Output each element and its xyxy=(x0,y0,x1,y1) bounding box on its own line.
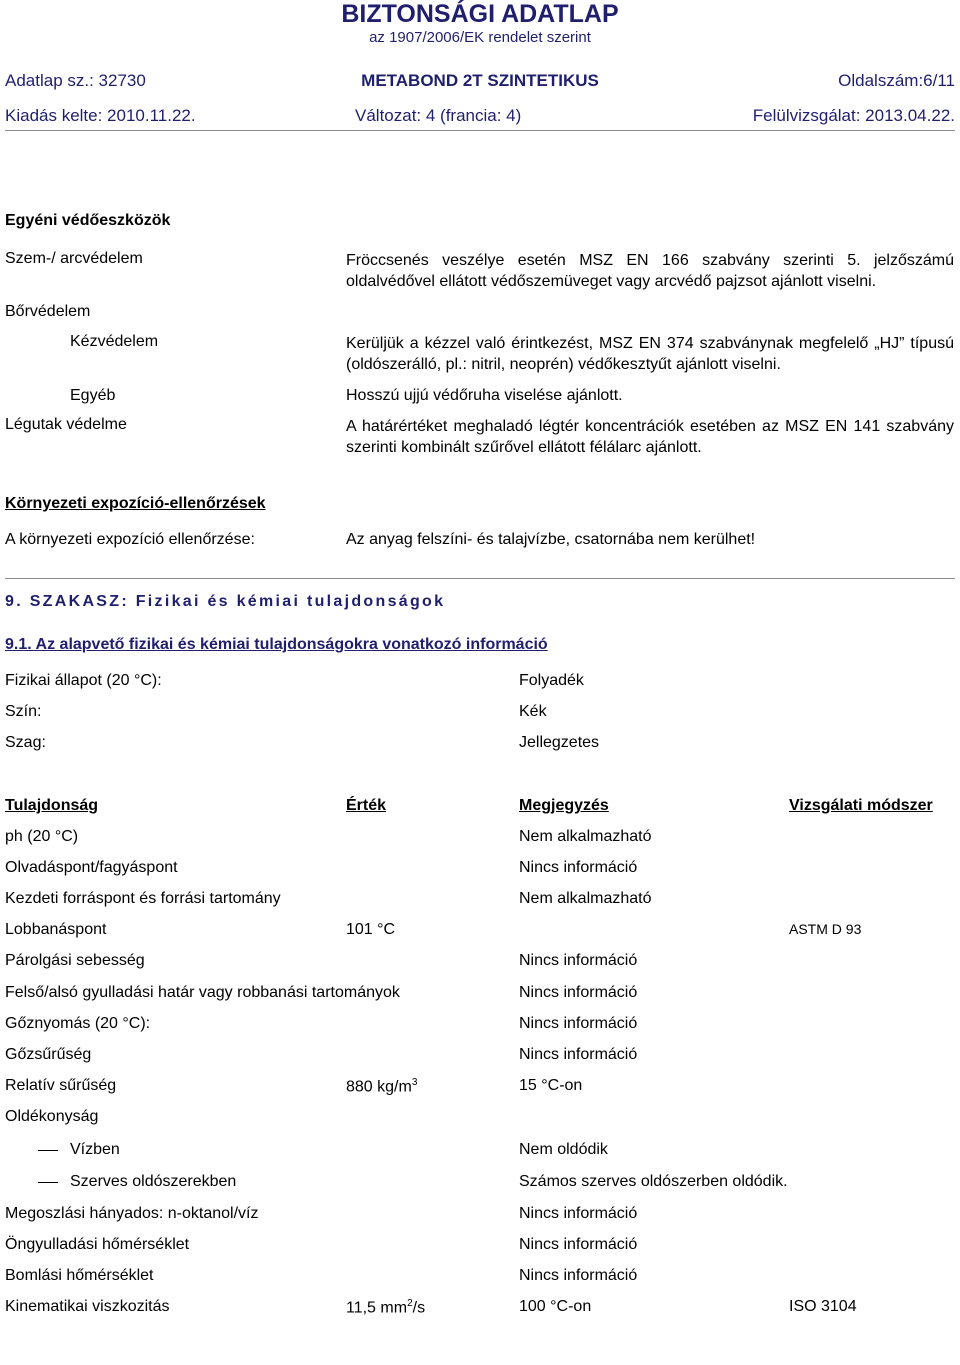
property-melting-point: Olvadáspont/fagyáspont xyxy=(5,859,178,876)
color-label: Szín: xyxy=(5,703,42,720)
property-boiling-point: Kezdeti forráspont és forrási tartomány xyxy=(5,890,281,907)
note-vapour-density: Nincs információ xyxy=(519,1046,638,1063)
property-solubility: Oldékonyság xyxy=(5,1108,99,1125)
version: Változat: 4 (francia: 4) xyxy=(355,106,522,125)
environment-label: A környezeti expozíció ellenőrzése: xyxy=(5,531,255,548)
document-title: BIZTONSÁGI ADATLAP xyxy=(341,0,619,28)
property-solubility-water: Vízben xyxy=(70,1141,120,1158)
section-9-title: 9. SZAKASZ: Fizikai és kémiai tulajdonságok xyxy=(5,593,446,610)
note-melting-point: Nincs információ xyxy=(519,859,638,876)
product-name: METABOND 2T SZINTETIKUS xyxy=(361,71,599,90)
section-divider xyxy=(5,578,955,579)
document-subtitle: az 1907/2006/EK rendelet szerint xyxy=(369,29,591,46)
value-relative-density-number: 880 kg/m xyxy=(346,1078,412,1096)
state-label: Fizikai állapot (20 °C): xyxy=(5,672,162,689)
issue-date: Kiadás kelte: 2010.11.22. xyxy=(5,106,196,125)
section-9-1-subtitle: 9.1. Az alapvető fizikai és kémiai tulajdonságokra vonatkozó információ xyxy=(5,636,548,653)
note-ph: Nem alkalmazható xyxy=(519,828,652,845)
property-evaporation-rate: Párolgási sebesség xyxy=(5,952,145,969)
environment-heading: Környezeti expozíció-ellenőrzések xyxy=(5,495,266,512)
value-viscosity-number: 11,5 mm xyxy=(346,1299,408,1317)
ppe-heading: Egyéni védőeszközök xyxy=(5,212,171,229)
other-protection-text: Hosszú ujjú védőruha viselése ajánlott. xyxy=(346,387,623,404)
property-flash-point: Lobbanáspont xyxy=(5,921,107,938)
note-solubility-organic: Számos szerves oldószerben oldódik. xyxy=(519,1173,788,1190)
property-vapour-density: Gőzsűrűség xyxy=(5,1046,92,1063)
hand-protection-label: Kézvédelem xyxy=(70,333,159,350)
skin-protection-label: Bőrvédelem xyxy=(5,303,91,320)
value-viscosity xyxy=(346,1298,425,1317)
property-partition-coefficient: Megoszlási hányados: n-oktanol/víz xyxy=(5,1205,259,1222)
property-vapour-pressure: Gőznyomás (20 °C): xyxy=(5,1015,151,1032)
method-flash-point: ASTM D 93 xyxy=(789,921,862,937)
note-autoignition: Nincs információ xyxy=(519,1236,638,1253)
property-viscosity: Kinematikai viszkozitás xyxy=(5,1298,170,1315)
state-value: Folyadék xyxy=(519,672,584,689)
note-boiling-point: Nem alkalmazható xyxy=(519,890,652,907)
page-number: Oldalszám:6/11 xyxy=(838,71,955,90)
value-relative-density-exponent: 3 xyxy=(411,1077,418,1088)
odor-label: Szag: xyxy=(5,734,46,751)
note-vapour-pressure: Nincs információ xyxy=(519,1015,638,1032)
note-relative-density: 15 °C-on xyxy=(519,1077,583,1094)
column-header-value: Érték xyxy=(346,797,387,814)
other-protection-label: Egyéb xyxy=(70,387,116,404)
eye-protection-label: Szem-/ arcvédelem xyxy=(5,250,143,267)
review-date: Felülvizsgálat: 2013.04.22. xyxy=(752,106,955,125)
note-viscosity: 100 °C-on xyxy=(519,1298,592,1315)
value-viscosity-suffix: /s xyxy=(412,1299,426,1317)
property-autoignition: Öngyulladási hőmérséklet xyxy=(5,1236,190,1253)
column-header-property: Tulajdonság xyxy=(5,797,99,814)
note-evaporation-rate: Nincs információ xyxy=(519,952,638,969)
property-solubility-organic: Szerves oldószerekben xyxy=(70,1173,237,1190)
list-dash xyxy=(38,1150,58,1151)
column-header-method: Vizsgálati módszer xyxy=(789,797,933,814)
odor-value: Jellegzetes xyxy=(519,734,600,751)
respiratory-protection-text: A határértéket meghaladó légtér koncentrációk esetében az MSZ EN 141 szabvány szerinti kombinált szűrővel ellátott félálarc ajánlott. xyxy=(346,418,954,456)
environment-value: Az anyag felszíni- és talajvízbe, csatornába nem kerülhet! xyxy=(346,531,756,548)
column-header-note: Megjegyzés xyxy=(519,797,609,814)
respiratory-protection-label: Légutak védelme xyxy=(5,416,127,433)
color-value: Kék xyxy=(519,703,547,720)
property-flammability-limits: Felső/alsó gyulladási határ vagy robbanási tartományok xyxy=(5,984,400,1001)
value-flash-point: 101 °C xyxy=(346,921,396,938)
eye-protection-text: Fröccsenés veszélye esetén MSZ EN 166 szabvány szerinti 5. jelzőszámú oldalvédővel ellátott védőszemüveget vagy arcvédő pajzsot ajánlott viselni. xyxy=(346,252,954,290)
hand-protection-text: Kerüljük a kézzel való érintkezést, MSZ EN 374 szabványnak megfelelő „HJ” típusú (oldószerálló, pl.: nitril, neoprén) védőkesztyűt ajánlott viselni. xyxy=(346,335,954,373)
note-decomposition: Nincs információ xyxy=(519,1267,638,1284)
method-viscosity: ISO 3104 xyxy=(789,1298,857,1315)
value-viscosity-exponent: 2 xyxy=(407,1298,413,1309)
note-solubility-water: Nem oldódik xyxy=(519,1141,608,1158)
note-partition-coefficient: Nincs információ xyxy=(519,1205,638,1222)
property-decomposition: Bomlási hőmérséklet xyxy=(5,1267,154,1284)
property-relative-density: Relatív sűrűség xyxy=(5,1077,117,1094)
note-flammability-limits: Nincs információ xyxy=(519,984,638,1001)
header-divider xyxy=(5,130,955,131)
value-relative-density xyxy=(346,1077,417,1096)
sheet-number: Adatlap sz.: 32730 xyxy=(5,71,146,90)
property-ph: ph (20 °C) xyxy=(5,828,79,845)
list-dash xyxy=(38,1182,58,1183)
